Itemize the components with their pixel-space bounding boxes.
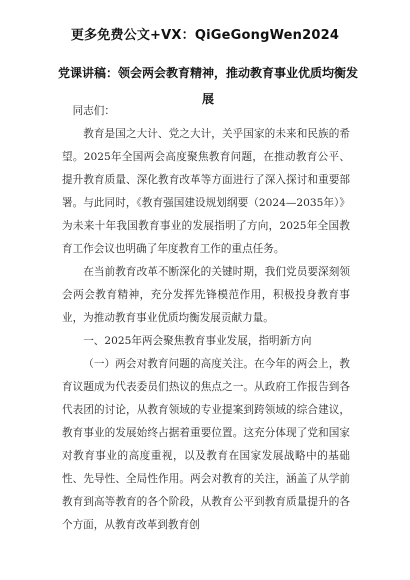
paragraph-section-1-1: （一）两会对教育问题的高度关注。在今年的两会上，教育议题成为代表委员们热议的焦点之一。从政府工作报告到各代表团的讨论，从教育领域的专业提案到跨领域的综合建议，教育事业的发展始终占据着重要位置。这充分体现了党和国家对教育事业的高度重视，以及教育在国家发展战略中的基础性、先导性、全局性作用。两会对教育的关注，涵盖了从学前教育到高等教育的各个阶段，从教育公平到教育质量提升的各个方面，从教育改革到教育创 bbox=[62, 358, 350, 531]
section-heading: 一、2025年两会聚焦教育事业发展，指明新方向 bbox=[83, 335, 312, 347]
header-banner: 更多免费公文+VX：QiGeGongWen2024 bbox=[70, 28, 340, 43]
document-title: 党课讲稿：领会两会教育精神，推动教育事业优质均衡发展 bbox=[58, 66, 359, 106]
paragraph-intro: 教育是国之大计、党之大计，关乎国家的未来和民族的希望。2025年全国两会高度聚焦教育问题，在推动教育公平、提升教育质量、深化教育改革等方面进行了深入探讨和重要部署。与此同时，《教育强国建设规划纲要（2024—2035年）》为未来十年我国教育事业的发展指明了方向，2025年全国教育工作会议也明确了年度教育工作的重点任务。 bbox=[62, 128, 350, 255]
document-body bbox=[62, 100, 350, 537]
paragraph-call-to-action: 在当前教育改革不断深化的关键时期，我们党员要深刻领会两会教育精神，充分发挥先锋模范作用，积极投身教育事业，为推动教育事业优质均衡发展贡献力量。 bbox=[62, 266, 350, 324]
salutation: 同志们： bbox=[72, 105, 115, 117]
